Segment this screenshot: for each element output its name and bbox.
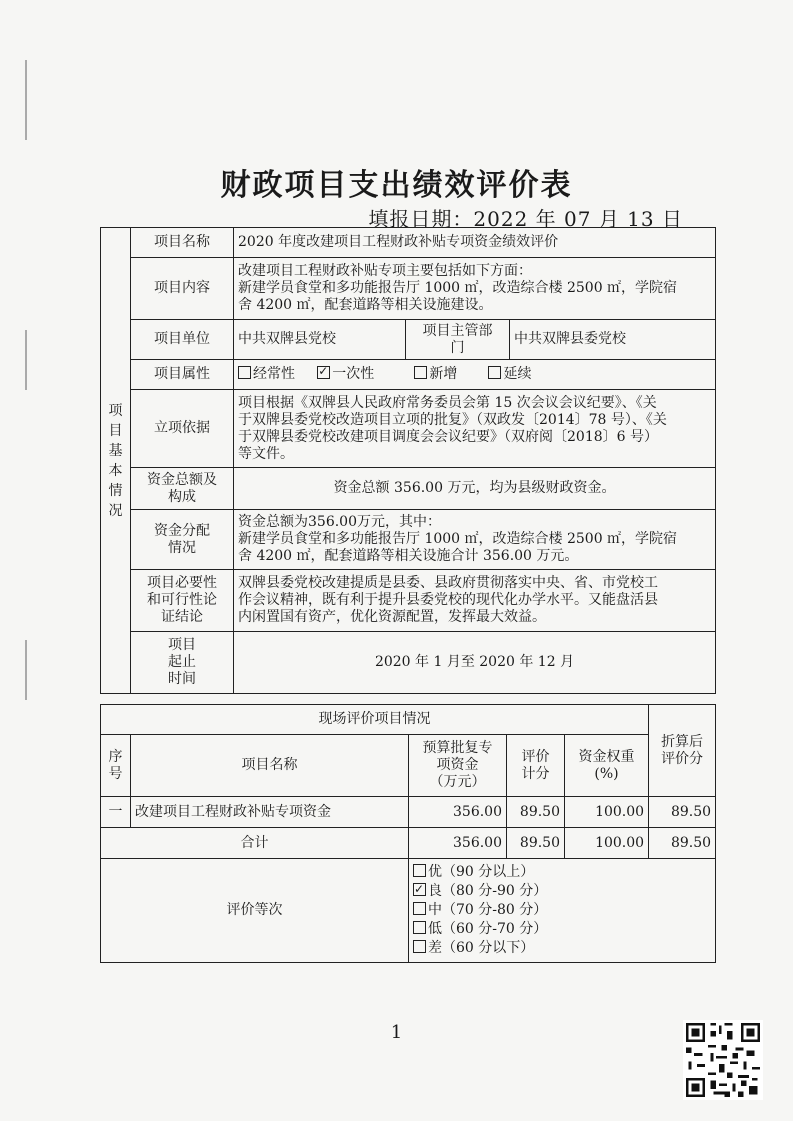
checkbox-icon xyxy=(413,902,426,915)
section-basic-label: 项 目 基 本 情 况 xyxy=(101,228,131,694)
grade-label: 评价等次 xyxy=(101,859,409,963)
item-score: 89.50 xyxy=(507,797,565,828)
item-final: 89.50 xyxy=(649,797,716,828)
header-project-name: 项目名称 xyxy=(131,735,409,797)
header-score: 评价 计分 xyxy=(507,735,565,797)
period-label: 项目 起止 时间 xyxy=(131,632,234,694)
grade-option-excellent[interactable]: 优（90 分以上） xyxy=(413,863,711,882)
total-row xyxy=(101,828,716,859)
scan-edge-mark xyxy=(25,330,27,390)
attr-option-new[interactable]: 新增 xyxy=(414,366,457,382)
checkbox-icon xyxy=(238,366,251,379)
project-attr-options xyxy=(234,360,716,390)
total-final: 89.50 xyxy=(649,828,716,859)
project-dept-label: 项目主管部 门 xyxy=(406,320,510,360)
period-value: 2020 年 1 月至 2020 年 12 月 xyxy=(234,632,716,694)
project-unit-label: 项目单位 xyxy=(131,320,234,360)
header-weight: 资金权重 (%) xyxy=(565,735,649,797)
header-final-score: 折算后 评价分 xyxy=(649,705,716,797)
evaluation-section-title: 现场评价项目情况 xyxy=(101,705,649,735)
item-budget: 356.00 xyxy=(409,797,507,828)
basic-info-table xyxy=(100,227,716,694)
attr-option-onetime[interactable]: ✓ 一次性 xyxy=(317,366,374,382)
attr-option-regular[interactable]: 经常性 xyxy=(238,366,295,382)
fund-alloc-value: 资金总额为356.00万元，其中： 新建学员食堂和多功能报告厅 1000 ㎡，改造综合楼 2500 ㎡，学院宿 舍 4200 ㎡，配套道路等相关设施合计 356.00 万元。 xyxy=(234,510,716,570)
fill-date: 填报日期：2022 年 07 月 13 日 xyxy=(368,207,683,231)
total-weight: 100.00 xyxy=(565,828,649,859)
item-seq: 一 xyxy=(101,797,131,828)
fund-alloc-label: 资金分配 情况 xyxy=(131,510,234,570)
total-label: 合计 xyxy=(101,828,409,859)
grade-option-good[interactable]: ✓良（80 分-90 分） xyxy=(413,882,711,901)
checkbox-icon xyxy=(413,921,426,934)
checkbox-icon xyxy=(414,366,427,379)
total-budget: 356.00 xyxy=(409,828,507,859)
grade-option-medium[interactable]: 中（70 分-80 分） xyxy=(413,901,711,920)
header-budget: 预算批复专 项资金 （万元） xyxy=(409,735,507,797)
attr-option-continue[interactable]: 延续 xyxy=(488,366,531,382)
basis-label: 立项依据 xyxy=(131,390,234,468)
project-content-value: 改建项目工程财政补贴专项主要包括如下方面： 新建学员食堂和多功能报告厅 1000 ㎡，改造综合楼 2500 ㎡，学院宿 舍 4200 ㎡，配套道路等相关设施建设。 xyxy=(234,258,716,320)
necessity-value: 双牌县委党校改建提质是县委、县政府贯彻落实中央、省、市党校工 作会议精神，既有利于提升县委党校的现代化办学水平。又能盘活县 内闲置国有资产，优化资源配置，发挥最大效益。 xyxy=(234,570,716,632)
project-name-value: 2020 年度改建项目工程财政补贴专项资金绩效评价 xyxy=(234,228,716,258)
checkbox-checked-icon xyxy=(413,883,426,896)
header-seq: 序 号 xyxy=(101,735,131,797)
scan-edge-mark xyxy=(25,60,27,140)
checkbox-icon xyxy=(413,940,426,953)
necessity-label: 项目必要性 和可行性论 证结论 xyxy=(131,570,234,632)
total-score: 89.50 xyxy=(507,828,565,859)
project-dept-value: 中共双牌县委党校 xyxy=(510,320,716,360)
fund-total-label: 资金总额及 构成 xyxy=(131,468,234,510)
project-name-label: 项目名称 xyxy=(131,228,234,258)
project-attr-label: 项目属性 xyxy=(131,360,234,390)
checkbox-icon xyxy=(488,366,501,379)
grade-options xyxy=(409,859,716,963)
page-title: 财政项目支出绩效评价表 xyxy=(220,168,573,203)
checkbox-checked-icon xyxy=(317,366,330,379)
qr-code-icon xyxy=(683,1020,763,1100)
project-unit-value: 中共双牌县党校 xyxy=(234,320,406,360)
item-weight: 100.00 xyxy=(565,797,649,828)
item-name: 改建项目工程财政补贴专项资金 xyxy=(131,797,409,828)
table-row xyxy=(101,797,716,828)
page-number: 1 xyxy=(390,1022,403,1043)
fund-total-value: 资金总额 356.00 万元，均为县级财政资金。 xyxy=(234,468,716,510)
grade-option-poor[interactable]: 差（60 分以下） xyxy=(413,939,711,958)
evaluation-table xyxy=(100,704,716,963)
project-content-label: 项目内容 xyxy=(131,258,234,320)
scan-edge-mark xyxy=(25,640,27,700)
checkbox-icon xyxy=(413,864,426,877)
grade-option-low[interactable]: 低（60 分-70 分） xyxy=(413,920,711,939)
basis-value: 项目根据《双牌县人民政府常务委员会第 15 次会议会议纪要》、《关 于双牌县委党校改造项目立项的批复》（双政发〔2014〕78 号）、《关 于双牌县委党校改建项目调度会会议纪要》（双府阅〔2018〕6 号） 等文件。 xyxy=(234,390,716,468)
